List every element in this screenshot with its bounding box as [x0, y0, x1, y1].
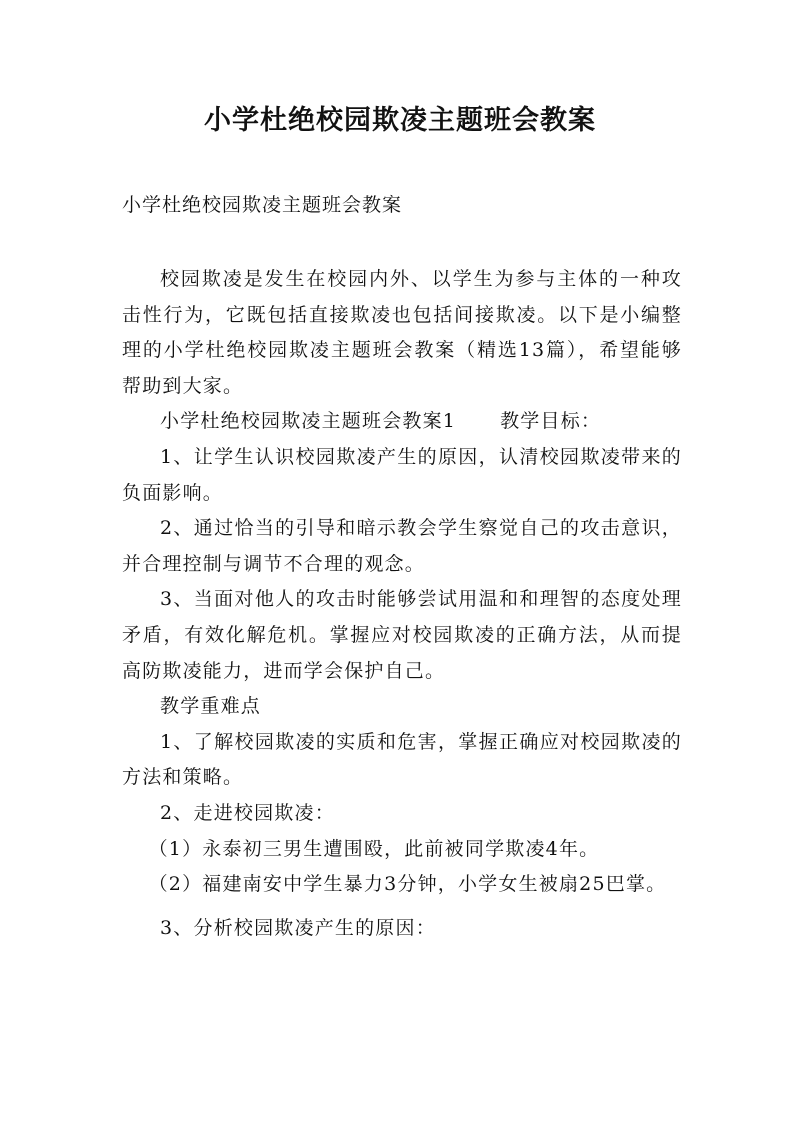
- lesson-heading-line: [122, 404, 682, 440]
- objective-item: 3、当面对他人的攻击时能够尝试用温和和理智的态度处理矛盾，有效化解危机。掌握应对校园欺凌的正确方法，从而提高防欺凌能力，进而学会保护自己。: [122, 588, 682, 682]
- key-points-heading: 教学重难点: [160, 695, 262, 718]
- case-item: （2）福建南安中学生暴力3分钟，小学女生被扇25巴掌。: [148, 873, 667, 896]
- objectives-label: 教学目标：: [500, 410, 602, 433]
- lesson-heading: 小学杜绝校园欺凌主题班会教案1: [160, 410, 457, 433]
- objective-item: 1、让学生认识校园欺凌产生的原因，认清校园欺凌带来的负面影响。: [122, 445, 682, 504]
- document-subtitle: 小学杜绝校园欺凌主题班会教案: [122, 194, 403, 216]
- key-point-item: 1、了解校园欺凌的实质和危害，掌握正确应对校园欺凌的方法和策略。: [122, 730, 682, 789]
- next-point: 3、分析校园欺凌产生的原因：: [160, 916, 436, 939]
- objective-item: 2、通过恰当的引导和暗示教会学生察觉自己的攻击意识，并合理控制与调节不合理的观念。: [122, 517, 682, 575]
- case-item: （1）永泰初三男生遭围殴，此前被同学欺凌4年。: [148, 837, 600, 860]
- document-body: [122, 262, 682, 946]
- document-title: 小学杜绝校园欺凌主题班会教案: [204, 105, 596, 136]
- intro-paragraph: 校园欺凌是发生在校园内外、以学生为参与主体的一种攻击性行为，它既包括直接欺凌也包括间接欺凌。以下是小编整理的小学杜绝校园欺凌主题班会教案（精选13篇），希望能够帮助到大家。: [122, 268, 682, 397]
- key-point-item: 2、走进校园欺凌：: [160, 801, 335, 824]
